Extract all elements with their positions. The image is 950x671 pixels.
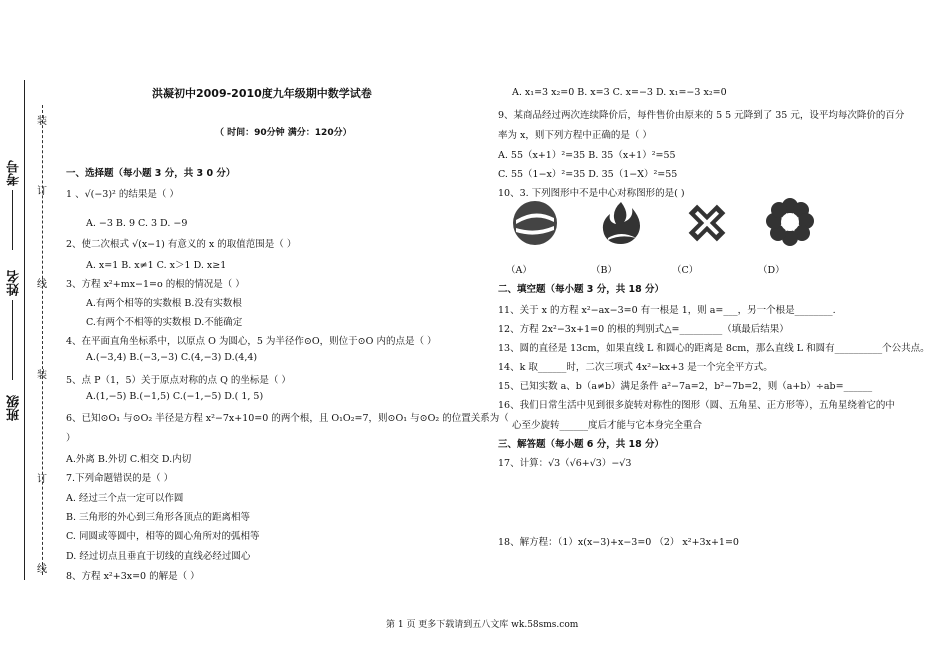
figure-label-a: （A） xyxy=(506,265,532,276)
binding-char-6: 线 xyxy=(37,564,47,575)
binding-dash-line xyxy=(42,105,43,575)
q11: 11、关于 x 的方程 x²−ax−3=0 有一根是 1，则 a=___，另一个根是________. xyxy=(498,305,836,316)
q12: 12、方程 2x²−3x+1=0 的根的判别式△=_________（填最后结果） xyxy=(498,324,789,335)
q18: 18、解方程：（1）x(x−3)+x−3=0 （2） x²+3x+1=0 xyxy=(498,537,739,548)
figure-d-flower-logo xyxy=(765,197,815,247)
page-footer: 第 1 页 更多下载请到五八文库 wk.58sms.com xyxy=(386,620,579,630)
q2-options: A. x=1 B. x≠1 C. x＞1 D. x≥1 xyxy=(86,260,227,271)
q1-options: A. −3 B. 9 C. 3 D. −9 xyxy=(86,218,188,229)
q10: 10、3. 下列图形中不是中心对称图形的是( ) xyxy=(498,188,685,199)
figure-label-d: （D） xyxy=(758,265,785,276)
exam-subtitle: （ 时间：90分钟 满分：120分） xyxy=(215,128,352,138)
q13: 13、圆的直径是 13cm，如果直线 L 和圆心的距离是 8cm，那么直线 L 和圆有__________个公共点。 xyxy=(498,343,930,354)
q6-continued: ） xyxy=(66,433,76,444)
q7-option-a: A. 经过三个点一定可以作圆 xyxy=(66,493,184,504)
q4: 4、在平面直角坐标系中，以原点 O 为圆心，5 为半径作⊙O，则位于⊙O 内的点是（ ） xyxy=(66,336,437,347)
q16-continued: 心至少旋转______度后才能与它本身完全重合 xyxy=(512,420,703,431)
figure-c-knot-logo xyxy=(684,200,730,246)
binding-char-1: 装 xyxy=(37,116,47,127)
section-1-heading: 一、选择题（每小题 3 分，共 3 0 分） xyxy=(66,168,236,179)
q6: 6、已知⊙O₁ 与⊙O₂ 半径是方程 x²−7x+10=0 的两个根，且 O₁O₂=7，则⊙O₁ 与⊙O₂ 的位置关系为（ xyxy=(66,413,509,424)
binding-char-4: 装 xyxy=(37,370,47,381)
q15: 15、已知实数 a、b（a≠b）满足条件 a²−7a=2，b²−7b=2，则（a+b）÷ab=______ xyxy=(498,381,873,392)
q7-option-c: C. 同圆或等圆中，相等的圆心角所对的弧相等 xyxy=(66,531,260,542)
q8: 8、方程 x²+3x=0 的解是（ ） xyxy=(66,571,200,582)
q14: 14、k 取______时，二次三项式 4x²−kx+3 是一个完全平方式。 xyxy=(498,362,773,373)
binding-border-top xyxy=(24,80,25,580)
q3: 3、方程 x²+mx−1=o 的根的情况是（ ） xyxy=(66,279,245,290)
q17: 17、计算：√3（√6+√3）−√3 xyxy=(498,458,632,469)
q9: 9、某商品经过两次连续降价后，每件售价由原来的 5 5 元降到了 35 元，设平均每次降价的百分 xyxy=(498,110,905,121)
binding-char-3: 线 xyxy=(37,279,47,290)
q9-options-cd: C. 55（1−x）²=35 D. 35（1−X）²=55 xyxy=(498,169,678,180)
q9-continued: 率为 x，则下列方程中正确的是（ ） xyxy=(498,130,652,141)
q1: 1 、√(−3)² 的结果是（ ） xyxy=(66,189,179,200)
q7-option-d: D. 经过切点且垂直于切线的直线必经过圆心 xyxy=(66,551,251,562)
q7-option-b: B. 三角形的外心到三角形各顶点的距离相等 xyxy=(66,512,251,523)
exam-no-blank xyxy=(12,190,13,250)
q4-options: A.(−3,4) B.(−3,−3) C.(4,−3) D.(4,4) xyxy=(86,352,258,363)
q3-options-ab: A.有两个相等的实数根 B.没有实数根 xyxy=(86,298,242,309)
figure-label-c: （C） xyxy=(672,265,699,276)
q9-options-ab: A. 55（x+1）²=35 B. 35（x+1）²=55 xyxy=(498,150,676,161)
binding-char-2: 订 xyxy=(37,186,47,197)
section-3-heading: 三、解答题（每小题 6 分，共 18 分） xyxy=(498,439,665,450)
q5-options: A.(1,−5) B.(−1,5) C.(−1,−5) D.( 1, 5) xyxy=(86,391,264,402)
class-label: 班级 xyxy=(7,395,22,421)
section-2-heading: 二、填空题（每小题 3 分，共 18 分） xyxy=(498,284,665,295)
figure-label-b: （B） xyxy=(591,265,617,276)
q7: 7.下列命题错误的是（ ） xyxy=(66,473,174,484)
exam-no-label: 考号 xyxy=(7,160,22,186)
figure-a-swirl-logo xyxy=(512,200,558,246)
binding-char-5: 订 xyxy=(37,474,47,485)
exam-title: 洪凝初中2009-2010度九年级期中数学试卷 xyxy=(152,87,372,100)
name-label: 姓名 xyxy=(7,270,22,296)
q6-options: A.外离 B.外切 C.相交 D.内切 xyxy=(66,454,192,465)
q3-options-cd: C.有两个不相等的实数根 D.不能确定 xyxy=(86,317,243,328)
q5: 5、点 P（1，5）关于原点对称的点 Q 的坐标是（ ） xyxy=(66,375,291,386)
q2: 2、使二次根式 √(x−1) 有意义的 x 的取值范围是（ ） xyxy=(66,239,297,250)
q8-options: A. x₁=3 x₂=0 B. x=3 C. x=−3 D. x₁=−3 x₂=0 xyxy=(512,87,727,98)
figure-b-flame-logo xyxy=(598,200,644,246)
name-blank xyxy=(12,300,13,380)
q16: 16、我们日常生活中见到很多旋转对称性的图形（圆、五角星、正方形等），五角星绕着它的中 xyxy=(498,400,895,411)
